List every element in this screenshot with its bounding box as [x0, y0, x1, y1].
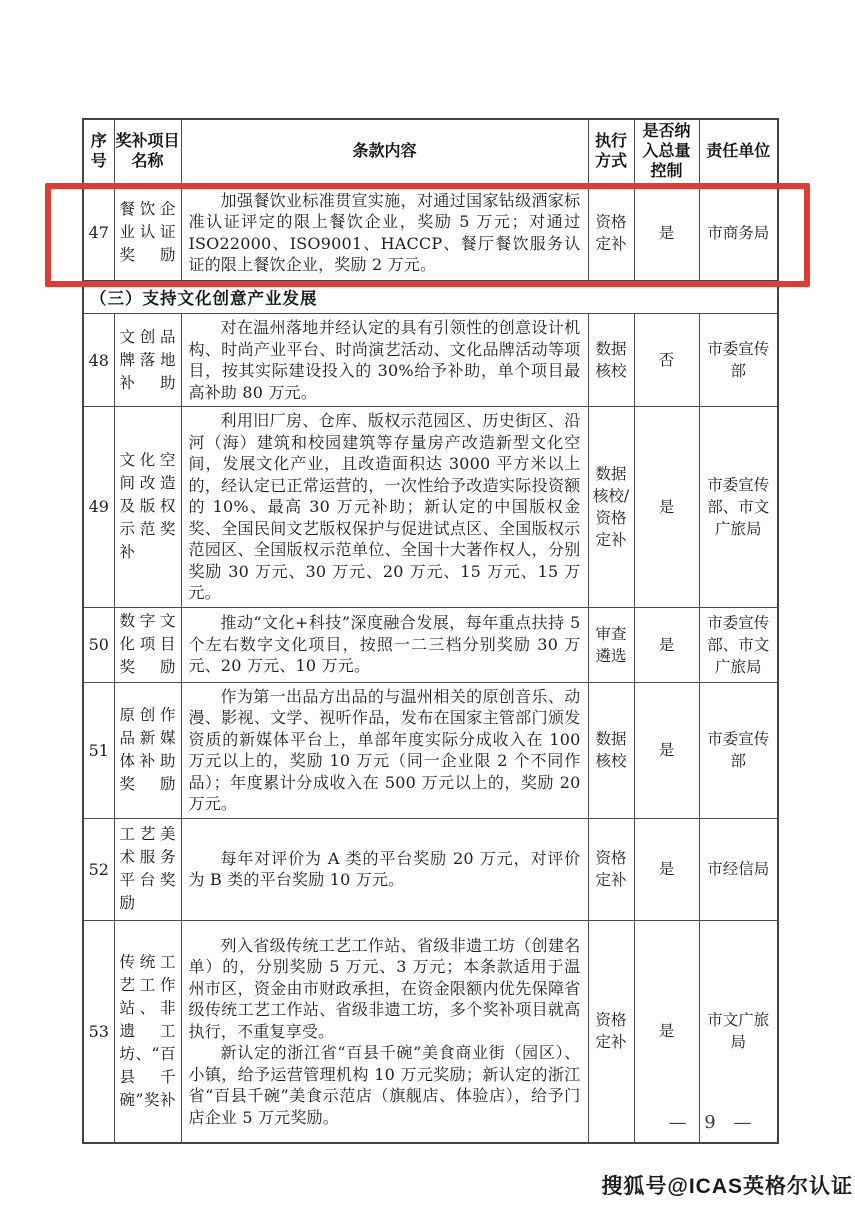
header-quota: 是否纳入总量控制 [634, 119, 699, 185]
subsidy-table [82, 118, 779, 1144]
cell-method: 资格定补 [588, 818, 634, 920]
cell-method: 审查遴选 [588, 607, 634, 682]
section-title: （三）支持文化创意产业发展 [83, 281, 778, 314]
clause-paragraph: 作为第一出品方出品的与温州相关的原创音乐、动漫、影视、文学、视听作品，发布在国家主管部门颁发资质的新媒体平台上，单部年度实际分成收入在 100 万元以上的，奖励 10 万元（同一企业限 2 个不同作品）；年度累计分成收入在 500 万元以上的，奖励 20 万元。 [188, 686, 581, 813]
table-row [83, 682, 778, 818]
cell-quota: 是 [634, 818, 699, 920]
clause-paragraph: 每年对评价为 A 类的平台奖励 20 万元，对评价为 B 类的平台奖励 10 万元。 [188, 848, 581, 889]
clause-paragraph: 新认定的浙江省“百县千碗”美食商业街（园区）、小镇，给予运营管理机构 10 万元奖励；新认定的浙江省“百县千碗”美食示范店（旗舰店、体验店），给予门店企业 5 万元奖励。 [188, 1043, 581, 1127]
cell-project-name: 文创品牌落地补助 [114, 314, 181, 407]
cell-method: 资格定补 [588, 920, 634, 1143]
cell-no: 50 [83, 607, 114, 682]
cell-quota: 是 [634, 185, 699, 281]
cell-no: 47 [83, 185, 114, 281]
section-header-row [83, 281, 778, 314]
header-no: 序号 [83, 119, 114, 185]
clause-paragraph: 对在温州落地并经认定的具有引领性的创意设计机构、时尚产业平台、时尚演艺活动、文化品牌活动等项目，按其实际建设投入的 30%给予补助，单个项目最高补助 80 万元。 [188, 318, 581, 402]
header-method: 执行方式 [588, 119, 634, 185]
table-row [83, 407, 778, 608]
clause-paragraph: 利用旧厂房、仓库、版权示范园区、历史街区、沿河（海）建筑和校园建筑等存量房产改造新型文化空间，发展文化产业，且改造面积达 3000 平方米以上的，经认定已正常运营的，一次性给予改造实际投资额的 10%、最高 30 万元补助；新认定的中国版权金奖、全国民间文艺版权保护与促进试点区、全国版权示范园区、全国版权示范单位、全国十大著作权人，分别奖励 30 万元、30 万元、20 万元、15 万元、15 万元。 [188, 411, 581, 602]
cell-unit: 市委宣传部 [699, 682, 778, 818]
clause-paragraph: 推动“文化+科技”深度融合发展，每年重点扶持 5 个左右数字文化项目，按照一二三档分别奖励 30 万元、20 万元、10 万元。 [188, 613, 581, 676]
cell-content [181, 607, 588, 682]
cell-content [181, 682, 588, 818]
table-row [83, 314, 778, 407]
cell-unit: 市委宣传部、市文广旅局 [699, 607, 778, 682]
cell-content [181, 818, 588, 920]
cell-quota: 是 [634, 407, 699, 608]
table-header-row [83, 119, 778, 185]
cell-quota: 是 [634, 607, 699, 682]
cell-project-name: 原创作品新媒体补助奖励 [114, 682, 181, 818]
clause-paragraph: 加强餐饮业标准贯宣实施，对通过国家钻级酒家标准认证评定的限上餐饮企业，奖励 5 万元；对通过ISO22000、ISO9001、HACCP、餐厅餐饮服务认证的限上餐饮企业，奖励 2 万元。 [188, 190, 581, 274]
header-project-name: 奖补项目名称 [114, 119, 181, 185]
cell-method: 数据核校 [588, 314, 634, 407]
header-unit: 责任单位 [699, 119, 778, 185]
cell-no: 52 [83, 818, 114, 920]
cell-no: 49 [83, 407, 114, 608]
cell-method: 数据核校 [588, 682, 634, 818]
cell-unit: 市文广旅局 [699, 920, 778, 1143]
cell-unit: 市经信局 [699, 818, 778, 920]
cell-no: 48 [83, 314, 114, 407]
cell-unit: 市委宣传部、市文广旅局 [699, 407, 778, 608]
cell-quota: 是 [634, 920, 699, 1143]
cell-method: 数据核校/资格定补 [588, 407, 634, 608]
page-number: — 9 — [668, 1112, 752, 1133]
cell-unit: 市委宣传部 [699, 314, 778, 407]
cell-content [181, 185, 588, 281]
table-row [83, 607, 778, 682]
cell-project-name: 传统工艺工作站、非遗工坊、“百县千碗”奖补 [114, 920, 181, 1143]
cell-unit: 市商务局 [699, 185, 778, 281]
cell-content [181, 920, 588, 1143]
cell-project-name: 数字文化项目奖励 [114, 607, 181, 682]
cell-quota: 否 [634, 314, 699, 407]
cell-quota: 是 [634, 682, 699, 818]
table-row [83, 818, 778, 920]
header-content: 条款内容 [181, 119, 588, 185]
cell-method: 资格定补 [588, 185, 634, 281]
cell-no: 53 [83, 920, 114, 1143]
table-row [83, 920, 778, 1143]
cell-project-name: 工艺美术服务平台奖励 [114, 818, 181, 920]
clause-paragraph: 列入省级传统工艺工作站、省级非遗工坊（创建名单）的，分别奖励 5 万元、3 万元；本条款适用于温州市区，资金由市财政承担，在资金限额内优先保障省级传统工艺工作站、省级非遗工坊，多个奖补项目就高执行，不重复享受。 [188, 935, 581, 1041]
cell-project-name: 文化空间改造及版权示范奖补 [114, 407, 181, 608]
cell-content [181, 314, 588, 407]
cell-content [181, 407, 588, 608]
cell-no: 51 [83, 682, 114, 818]
watermark: 搜狐号@ICAS英格尔认证 [601, 1175, 853, 1198]
table-row [83, 185, 778, 281]
cell-project-name: 餐饮企业认证奖励 [114, 185, 181, 281]
